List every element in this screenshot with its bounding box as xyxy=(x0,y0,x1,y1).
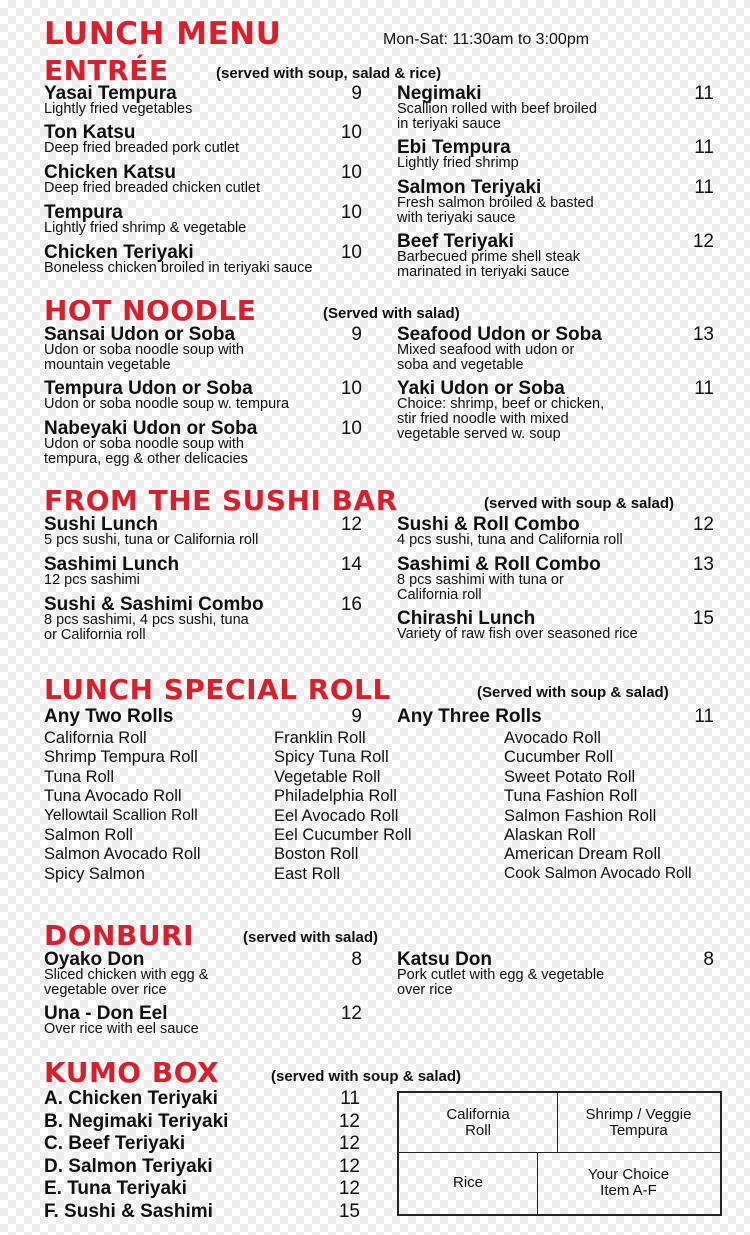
menu-item-name: Yasai Tempura xyxy=(44,83,177,104)
kumo-item-price: 12 xyxy=(338,1178,360,1199)
kumo-box-diagram xyxy=(397,1091,722,1216)
roll-item: American Dream Roll xyxy=(504,845,661,864)
roll-item: Salmon Fashion Roll xyxy=(504,806,657,825)
menu-item-name: Tempura Udon or Soba xyxy=(44,378,253,399)
section-note-hot-noodle: (Served with salad) xyxy=(323,305,460,322)
kumo-item-name: F. Sushi & Sashimi xyxy=(44,1200,213,1222)
menu-item-description: Lightly fried vegetables xyxy=(44,101,193,117)
menu-item-description: Choice: shrimp, beef or chicken, xyxy=(397,396,605,412)
menu-item-description: Fresh salmon broiled & basted xyxy=(397,195,594,211)
menu-item-price: 8 xyxy=(351,949,362,970)
menu-item-description: or California roll xyxy=(44,627,146,643)
menu-item-description: California roll xyxy=(397,587,482,603)
kumo-item-price: 12 xyxy=(338,1155,360,1177)
menu-item-description: 12 pcs sashimi xyxy=(44,572,140,588)
roll-item: Spicy Salmon xyxy=(44,864,145,883)
menu-item-name: Sushi & Roll Combo xyxy=(397,514,580,535)
roll-item: Cook Salmon Avocado Roll xyxy=(504,864,692,882)
roll-item: Philadelphia Roll xyxy=(274,787,397,806)
menu-item-price: 10 xyxy=(340,242,362,263)
menu-item-price: 14 xyxy=(340,554,362,575)
roll-item: Tuna Fashion Roll xyxy=(504,787,638,806)
menu-item-name: Chirashi Lunch xyxy=(397,608,536,629)
menu-item-price: 13 xyxy=(692,554,714,575)
roll-item: Salmon Avocado Roll xyxy=(44,845,201,864)
menu-item-description: Deep fried breaded pork cutlet xyxy=(44,140,240,156)
roll-item: Eel Avocado Roll xyxy=(274,806,399,825)
menu-item-description: Deep fried breaded chicken cutlet xyxy=(44,180,261,196)
roll-item: Shrimp Tempura Roll xyxy=(44,748,198,767)
menu-item-price: 11 xyxy=(694,378,714,399)
menu-item-name: Beef Teriyaki xyxy=(397,231,514,252)
menu-item-name: Chicken Katsu xyxy=(44,162,176,183)
menu-item-description: Sliced chicken with egg & xyxy=(44,967,209,983)
menu-item-price: 16 xyxy=(340,594,362,615)
menu-item-price: 11 xyxy=(694,177,714,198)
menu-item-name: Ebi Tempura xyxy=(397,137,511,158)
menu-item-description: mountain vegetable xyxy=(44,357,171,373)
menu-item-name: Oyako Don xyxy=(44,949,145,970)
kumo-item-name: A. Chicken Teriyaki xyxy=(44,1088,218,1109)
menu-item-name: Salmon Teriyaki xyxy=(397,177,542,198)
section-note-special-roll: (Served with soup & salad) xyxy=(477,684,669,701)
menu-item-name: Yaki Udon or Soba xyxy=(397,378,565,399)
menu-item-description: vegetable over rice xyxy=(44,982,167,998)
menu-item-price: 10 xyxy=(340,418,362,439)
menu-item-name: Seafood Udon or Soba xyxy=(397,324,602,345)
menu-item-description: 8 pcs sashimi with tuna or xyxy=(397,572,564,588)
kumo-item-price: 12 xyxy=(338,1110,360,1132)
menu-item-price: 11 xyxy=(694,137,714,158)
menu-item-name: Sushi & Sashimi Combo xyxy=(44,594,264,615)
menu-item-price: 13 xyxy=(692,324,714,345)
menu-item-description: in teriyaki sauce xyxy=(397,116,501,132)
section-title-hot-noodle: HOT NOODLE xyxy=(44,294,257,327)
roll-item: East Roll xyxy=(274,864,341,883)
kumo-item-name: B. Negimaki Teriyaki xyxy=(44,1110,229,1132)
menu-item-description: Mixed seafood with udon or xyxy=(397,342,575,358)
menu-item-description: stir fried noodle with mixed xyxy=(397,411,569,427)
menu-item-price: 9 xyxy=(351,83,362,104)
section-note-donburi: (served with salad) xyxy=(243,929,379,946)
menu-item-price: 12 xyxy=(340,1003,362,1024)
menu-item-name: Nabeyaki Udon or Soba xyxy=(44,418,258,439)
section-note-sushi-bar: (served with soup & salad) xyxy=(484,495,675,512)
menu-item-description: Udon or soba noodle soup with xyxy=(44,436,244,452)
page-title: LUNCH MENU xyxy=(44,16,282,52)
menu-item-price: 12 xyxy=(692,231,714,252)
menu-item-price: 11 xyxy=(694,83,714,104)
kumo-item-price: 15 xyxy=(338,1200,360,1222)
section-title-donburi: DONBURI xyxy=(44,919,195,952)
menu-item-name: Katsu Don xyxy=(397,949,492,970)
roll-item: Boston Roll xyxy=(274,845,359,864)
menu-item-description: Lightly fried shrimp & vegetable xyxy=(44,220,247,236)
menu-item-description: 5 pcs sushi, tuna or California roll xyxy=(44,532,259,548)
menu-item-price: 10 xyxy=(340,378,362,399)
kumo-item-price: 11 xyxy=(340,1088,360,1109)
menu-item-description: Scallion rolled with beef broiled xyxy=(397,101,597,117)
menu-item-name: Sushi Lunch xyxy=(44,514,158,535)
menu-item-description: soba and vegetable xyxy=(397,357,524,373)
box-cell-california-roll: California Roll xyxy=(446,1105,510,1139)
menu-item-price: 10 xyxy=(340,162,362,183)
menu-item-description: Lightly fried shrimp xyxy=(397,155,519,171)
roll-item: Yellowtail Scallion Roll xyxy=(44,806,198,824)
menu-item-price: 8 xyxy=(703,949,714,970)
kumo-item-name: E. Tuna Teriyaki xyxy=(44,1178,187,1199)
kumo-item-name: C. Beef Teriyaki xyxy=(44,1133,186,1154)
box-cell-tempura: Shrimp / Veggie Tempura xyxy=(585,1105,692,1139)
menu-item-description: 8 pcs sashimi, 4 pcs sushi, tuna xyxy=(44,612,249,628)
menu-item-name: Tempura xyxy=(44,202,123,223)
roll-item: Tuna Roll xyxy=(44,767,115,786)
menu-item-price: 12 xyxy=(340,514,362,535)
roll-item: Franklin Roll xyxy=(274,729,366,747)
menu-item-name: Negimaki xyxy=(397,83,482,104)
menu-item-description: 4 pcs sushi, tuna and California roll xyxy=(397,532,623,548)
section-title-kumo-box: KUMO BOX xyxy=(44,1056,220,1089)
any-two-rolls-name: Any Two Rolls xyxy=(44,706,174,727)
roll-item: Spicy Tuna Roll xyxy=(274,748,389,767)
roll-item: Cucumber Roll xyxy=(504,748,614,767)
roll-item: California Roll xyxy=(44,729,147,747)
menu-item-description: marinated in teriyaki sauce xyxy=(397,264,570,280)
section-note-entree: (served with soup, salad & rice) xyxy=(216,65,442,82)
menu-item-description: Over rice with eel sauce xyxy=(44,1021,199,1037)
menu-item-description: Pork cutlet with egg & vegetable xyxy=(397,967,605,983)
menu-item-description: Udon or soba noodle soup with xyxy=(44,342,244,358)
menu-item-name: Sansai Udon or Soba xyxy=(44,324,236,345)
menu-item-price: 10 xyxy=(340,122,362,143)
menu-item-price: 10 xyxy=(340,202,362,223)
roll-item: Sweet Potato Roll xyxy=(504,767,636,786)
roll-item: Vegetable Roll xyxy=(274,767,381,786)
menu-item-description: Variety of raw fish over seasoned rice xyxy=(397,626,638,642)
hours-text: Mon-Sat: 11:30am to 3:00pm xyxy=(383,31,590,48)
menu-item-price: 15 xyxy=(692,608,714,629)
any-two-rolls-price: 9 xyxy=(351,706,362,727)
roll-item: Tuna Avocado Roll xyxy=(44,787,182,806)
menu-item-description: Barbecued prime shell steak xyxy=(397,249,580,265)
menu-item-name: Sashimi & Roll Combo xyxy=(397,554,601,575)
section-note-kumo-box: (served with soup & salad) xyxy=(271,1068,462,1085)
menu-item-description: over rice xyxy=(397,982,453,998)
menu-item-price: 9 xyxy=(351,324,362,345)
menu-item-description: Boneless chicken broiled in teriyaki sauce xyxy=(44,260,313,276)
menu-item-name: Una - Don Eel xyxy=(44,1003,168,1024)
roll-item: Salmon Roll xyxy=(44,826,133,844)
kumo-item-name: D. Salmon Teriyaki xyxy=(44,1155,213,1177)
roll-item: Alaskan Roll xyxy=(504,826,596,844)
any-three-rolls-name: Any Three Rolls xyxy=(397,706,542,727)
menu-item-name: Ton Katsu xyxy=(44,122,136,143)
menu-item-name: Chicken Teriyaki xyxy=(44,242,194,263)
menu-item-description: vegetable served w. soup xyxy=(397,426,561,442)
kumo-item-price: 12 xyxy=(338,1133,360,1154)
menu-item-description: tempura, egg & other delicacies xyxy=(44,451,248,467)
menu-item-name: Sashimi Lunch xyxy=(44,554,180,575)
box-cell-your-choice: Your Choice Item A-F xyxy=(587,1166,670,1199)
roll-item: Eel Cucumber Roll xyxy=(274,826,412,844)
menu-item-description: with teriyaki sauce xyxy=(397,210,516,226)
section-title-sushi-bar: FROM THE SUSHI BAR xyxy=(44,484,398,517)
menu-item-description: Udon or soba noodle soup w. tempura xyxy=(44,396,290,412)
any-three-rolls-price: 11 xyxy=(694,706,714,727)
section-title-special-roll: LUNCH SPECIAL ROLL xyxy=(44,673,391,706)
menu-item-price: 12 xyxy=(692,514,714,535)
box-cell-rice: Rice xyxy=(452,1174,483,1191)
roll-item: Avocado Roll xyxy=(504,729,601,747)
section-title-entree: ENTRÉE xyxy=(44,54,169,87)
